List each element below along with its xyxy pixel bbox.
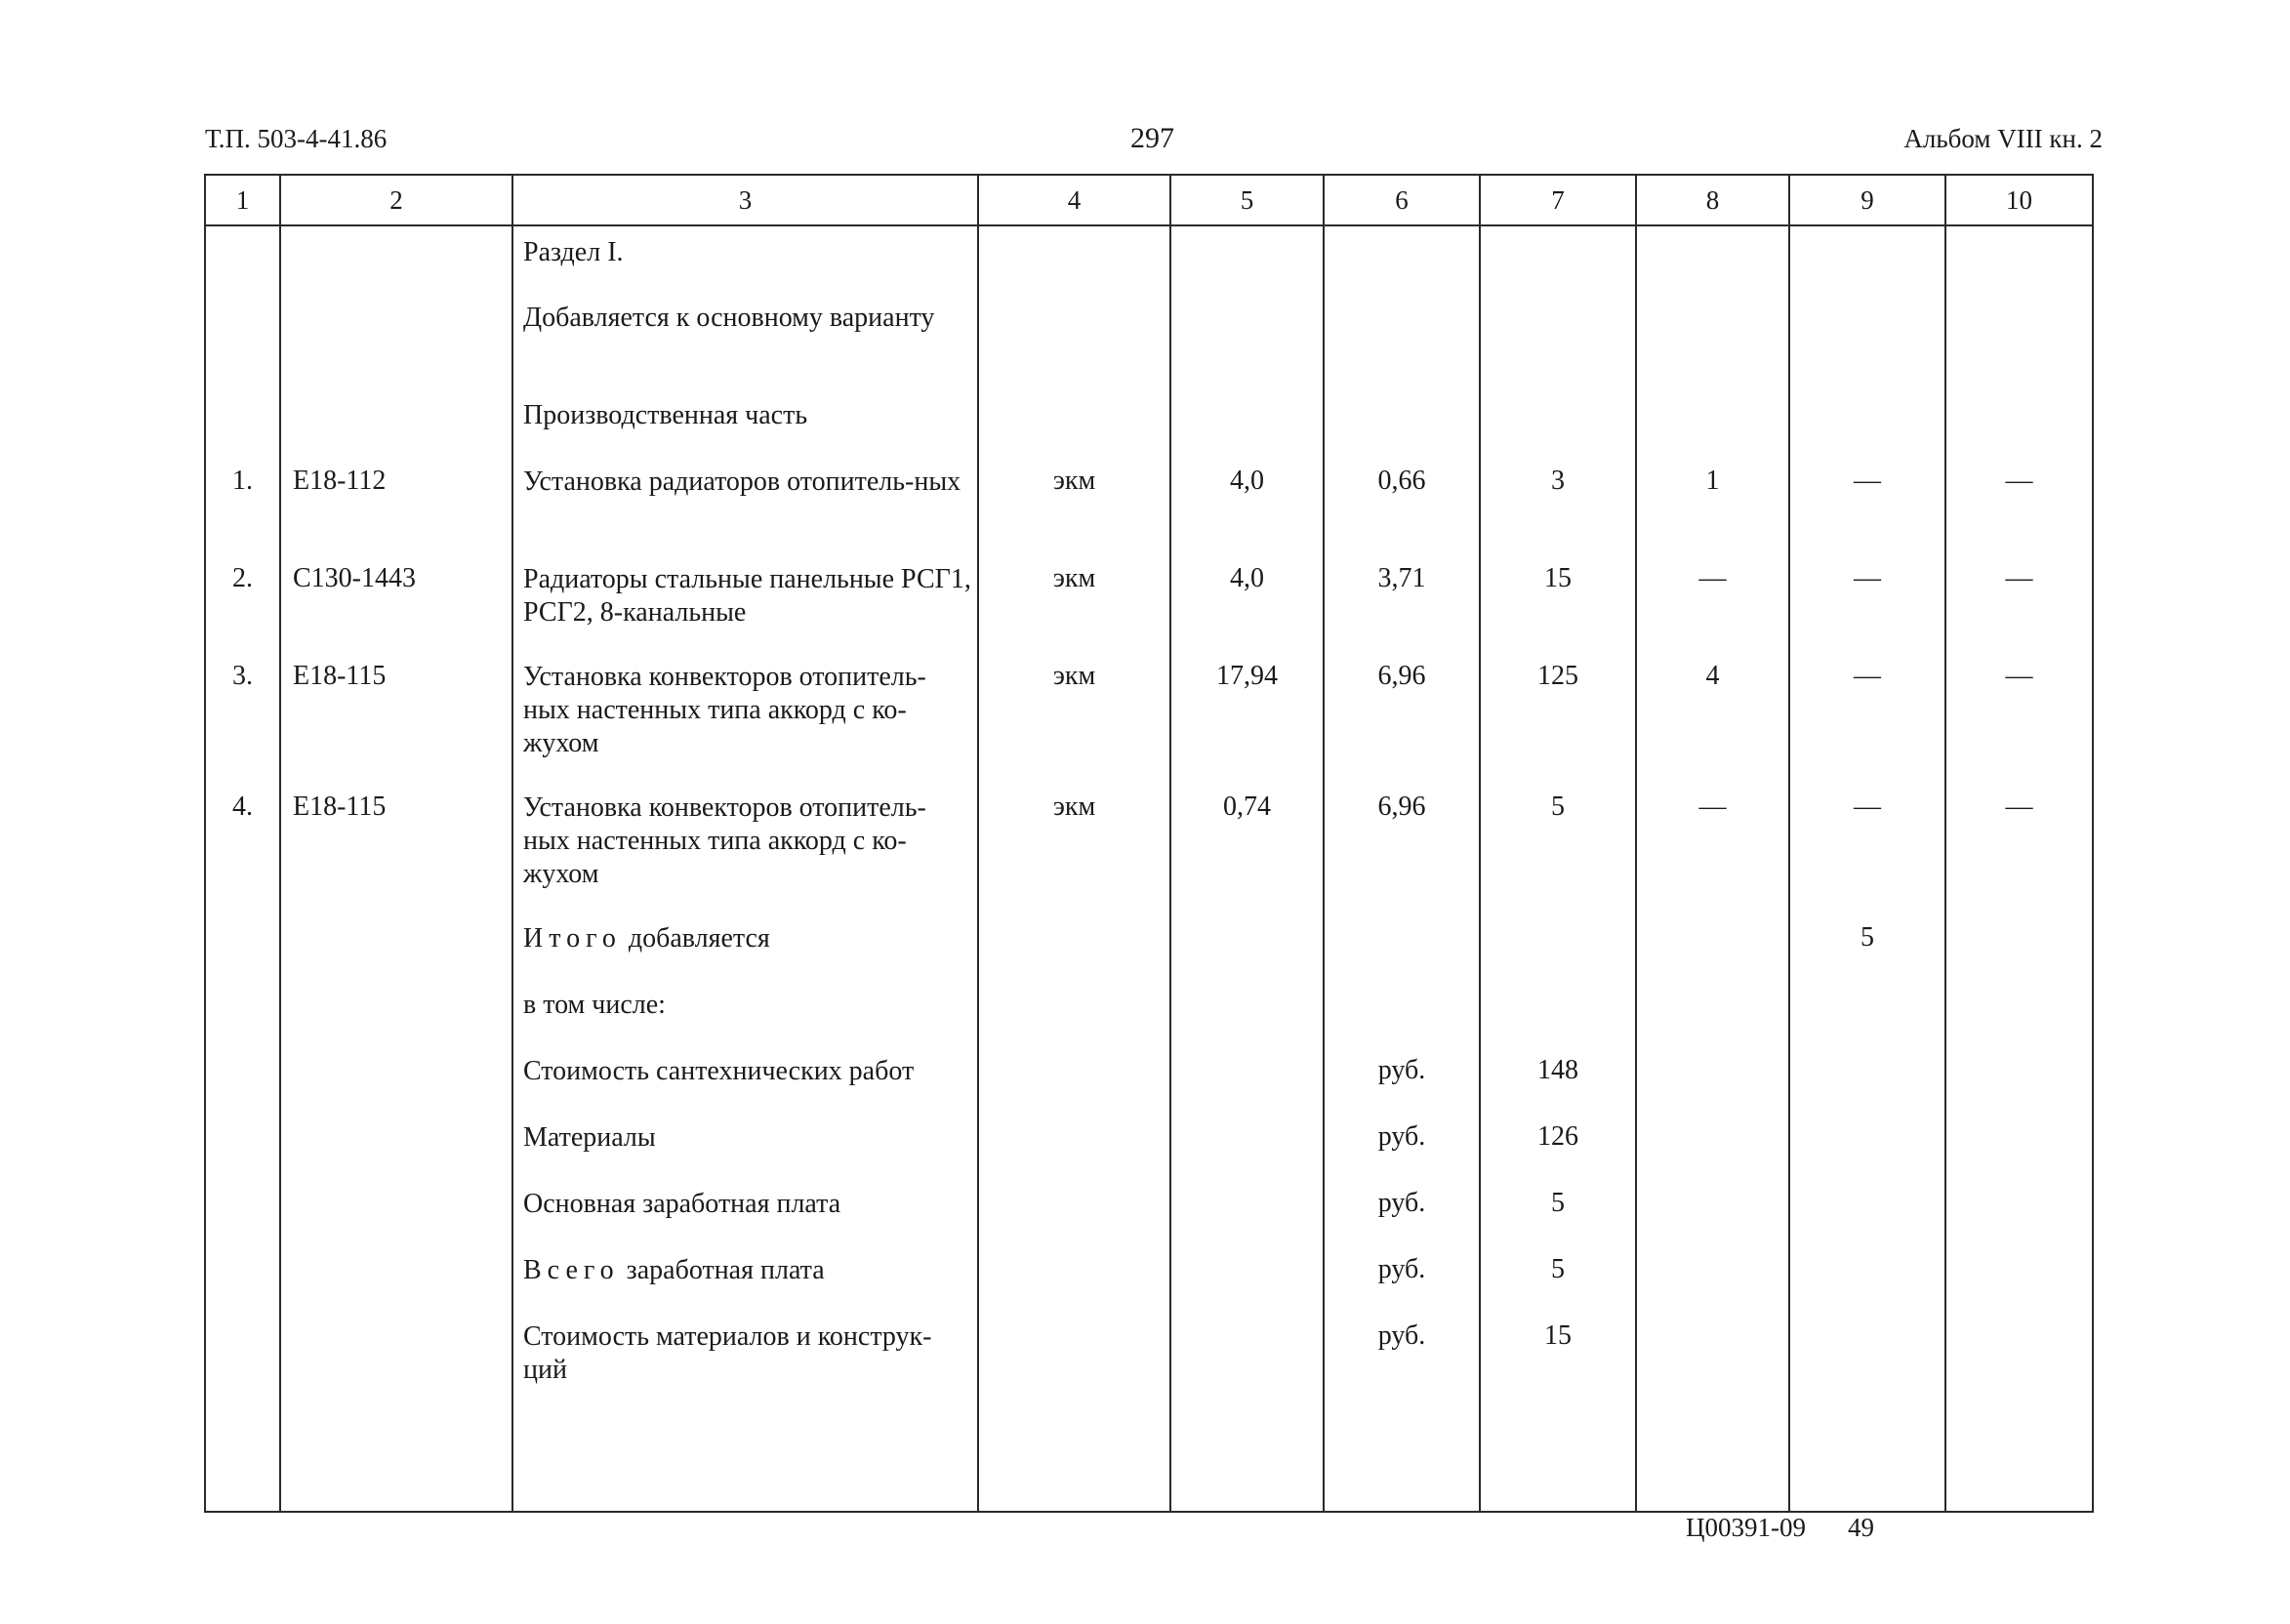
column-header: 2: [280, 175, 512, 225]
rate-code: Е18-112: [280, 456, 512, 553]
col10-cell: [1945, 1112, 2093, 1178]
column-header: 3: [512, 175, 978, 225]
quantity-cell: [1170, 1112, 1324, 1178]
col7-cell: [1480, 225, 1636, 292]
col9-cell: —: [1789, 782, 1945, 913]
col7-cell: 5: [1480, 1178, 1636, 1244]
row-number: 4.: [205, 782, 280, 913]
col10-cell: —: [1945, 553, 2093, 651]
col6-cell: [1324, 225, 1480, 292]
quantity-cell: [1170, 1178, 1324, 1244]
column-header: 6: [1324, 175, 1480, 225]
column-header: 1: [205, 175, 280, 225]
col6-cell: 0,66: [1324, 456, 1480, 553]
unit-cell: [978, 1178, 1170, 1244]
col6-cell: руб.: [1324, 1244, 1480, 1311]
table-row: [205, 979, 2093, 1045]
work-description: Добавляется к основному варианту: [512, 292, 978, 389]
col7-cell: 5: [1480, 1244, 1636, 1311]
col8-cell: [1636, 1311, 1789, 1512]
col9-cell: [1789, 1112, 1945, 1178]
col10-cell: [1945, 1178, 2093, 1244]
col7-cell: [1480, 292, 1636, 389]
col8-cell: [1636, 225, 1789, 292]
rate-code: С130-1443: [280, 553, 512, 651]
table-row: [205, 913, 2093, 979]
col10-cell: —: [1945, 651, 2093, 782]
unit-cell: экм: [978, 651, 1170, 782]
rate-code: Е18-115: [280, 782, 512, 913]
quantity-cell: [1170, 979, 1324, 1045]
rate-code: [280, 389, 512, 456]
work-description: [512, 913, 978, 979]
col6-cell: руб.: [1324, 1112, 1480, 1178]
col10-cell: [1945, 913, 2093, 979]
unit-cell: экм: [978, 456, 1170, 553]
column-header: 5: [1170, 175, 1324, 225]
unit-cell: [978, 1244, 1170, 1311]
col9-cell: —: [1789, 651, 1945, 782]
col6-cell: [1324, 292, 1480, 389]
quantity-cell: [1170, 913, 1324, 979]
col10-cell: [1945, 389, 2093, 456]
col6-cell: руб.: [1324, 1178, 1480, 1244]
spaced-heading: Всего: [523, 1255, 620, 1285]
col7-cell: 125: [1480, 651, 1636, 782]
table-row: [205, 1244, 2093, 1311]
rate-code: [280, 1178, 512, 1244]
work-description: Основная заработная плата: [512, 1178, 978, 1244]
column-header: 7: [1480, 175, 1636, 225]
col8-cell: [1636, 913, 1789, 979]
quantity-cell: [1170, 1244, 1324, 1311]
unit-cell: [978, 913, 1170, 979]
col8-cell: —: [1636, 553, 1789, 651]
row-number: [205, 1178, 280, 1244]
col8-cell: [1636, 1178, 1789, 1244]
row-number: [205, 389, 280, 456]
col10-cell: [1945, 1244, 2093, 1311]
col7-cell: [1480, 913, 1636, 979]
unit-cell: экм: [978, 782, 1170, 913]
col6-cell: [1324, 979, 1480, 1045]
work-description: [512, 1244, 978, 1311]
col9-cell: [1789, 389, 1945, 456]
row-number: [205, 1112, 280, 1178]
row-number: 1.: [205, 456, 280, 553]
col8-cell: [1636, 1045, 1789, 1112]
quantity-cell: [1170, 1311, 1324, 1512]
unit-cell: [978, 292, 1170, 389]
document-code: Т.П. 503-4-41.86: [205, 124, 388, 153]
rate-code: [280, 913, 512, 979]
column-header: 8: [1636, 175, 1789, 225]
col6-cell: руб.: [1324, 1311, 1480, 1512]
col9-cell: [1789, 225, 1945, 292]
table-row: [205, 782, 2093, 913]
work-description: Стоимость сантехнических работ: [512, 1045, 978, 1112]
quantity-cell: [1170, 225, 1324, 292]
column-number-row: [205, 175, 2093, 225]
quantity-cell: [1170, 389, 1324, 456]
sheet-number: 49: [1848, 1513, 1874, 1542]
col6-cell: 3,71: [1324, 553, 1480, 651]
work-description: в том числе:: [512, 979, 978, 1045]
col9-cell: [1789, 1178, 1945, 1244]
rate-code: [280, 1244, 512, 1311]
unit-cell: экм: [978, 553, 1170, 651]
col7-cell: 3: [1480, 456, 1636, 553]
col10-cell: [1945, 1045, 2093, 1112]
col7-cell: 15: [1480, 1311, 1636, 1512]
quantity-cell: [1170, 292, 1324, 389]
quantity-cell: 4,0: [1170, 553, 1324, 651]
quantity-cell: [1170, 1045, 1324, 1112]
table-row: [205, 456, 2093, 553]
col8-cell: 4: [1636, 651, 1789, 782]
row-number: [205, 979, 280, 1045]
rate-code: Е18-115: [280, 651, 512, 782]
table-row: [205, 1045, 2093, 1112]
table-row: [205, 651, 2093, 782]
row-number: [205, 1311, 280, 1512]
sheet-code: Ц00391-09: [1686, 1513, 1806, 1542]
col10-cell: [1945, 292, 2093, 389]
col7-cell: [1480, 979, 1636, 1045]
album-label: Альбом VIII кн. 2: [1903, 124, 2103, 153]
col9-cell: —: [1789, 553, 1945, 651]
unit-cell: [978, 1112, 1170, 1178]
quantity-cell: 0,74: [1170, 782, 1324, 913]
unit-cell: [978, 389, 1170, 456]
col6-cell: 6,96: [1324, 651, 1480, 782]
rate-code: [280, 292, 512, 389]
description-text: добавляется: [628, 923, 770, 954]
table-row: [205, 1311, 2093, 1512]
col8-cell: [1636, 1244, 1789, 1311]
col9-cell: [1789, 1311, 1945, 1512]
col9-cell: [1789, 1244, 1945, 1311]
table-row: [205, 1178, 2093, 1244]
unit-cell: [978, 1045, 1170, 1112]
col8-cell: —: [1636, 782, 1789, 913]
column-header: 9: [1789, 175, 1945, 225]
col9-cell: —: [1789, 456, 1945, 553]
col10-cell: —: [1945, 456, 2093, 553]
col6-cell: [1324, 913, 1480, 979]
col10-cell: [1945, 1311, 2093, 1512]
unit-cell: [978, 1311, 1170, 1512]
row-number: 3.: [205, 651, 280, 782]
quantity-cell: 17,94: [1170, 651, 1324, 782]
spaced-heading: Итого: [523, 923, 622, 954]
rate-code: [280, 1045, 512, 1112]
col6-cell: 6,96: [1324, 782, 1480, 913]
table-row: [205, 389, 2093, 456]
col8-cell: [1636, 389, 1789, 456]
rate-code: [280, 979, 512, 1045]
row-number: [205, 1244, 280, 1311]
col7-cell: 126: [1480, 1112, 1636, 1178]
col8-cell: [1636, 292, 1789, 389]
row-number: [205, 225, 280, 292]
work-description: Установка радиаторов отопитель-ных: [512, 456, 978, 553]
work-description: Радиаторы стальные панельные РСГ1, РСГ2, 8-канальные: [512, 553, 978, 651]
row-number: [205, 292, 280, 389]
unit-cell: [978, 225, 1170, 292]
col7-cell: 148: [1480, 1045, 1636, 1112]
col9-cell: [1789, 1045, 1945, 1112]
col8-cell: [1636, 979, 1789, 1045]
col8-cell: [1636, 1112, 1789, 1178]
col7-cell: [1480, 389, 1636, 456]
row-number: 2.: [205, 553, 280, 651]
col7-cell: 5: [1480, 782, 1636, 913]
work-description: Установка конвекторов отопитель-ных настенных типа аккорд с ко-жухом: [512, 782, 978, 913]
col7-cell: 15: [1480, 553, 1636, 651]
table-row: [205, 225, 2093, 292]
description-text: заработная плата: [626, 1255, 825, 1285]
work-description: Стоимость материалов и конструк-ций: [512, 1311, 978, 1512]
col9-cell: [1789, 292, 1945, 389]
unit-cell: [978, 979, 1170, 1045]
rate-code: [280, 1112, 512, 1178]
table-row: [205, 553, 2093, 651]
table-row: [205, 1112, 2093, 1178]
work-description: Установка конвекторов отопитель-ных настенных типа аккорд с ко-жухом: [512, 651, 978, 782]
col10-cell: —: [1945, 782, 2093, 913]
col9-cell: [1789, 979, 1945, 1045]
col10-cell: [1945, 979, 2093, 1045]
col6-cell: руб.: [1324, 1045, 1480, 1112]
column-header: 10: [1945, 175, 2093, 225]
table-row: [205, 292, 2093, 389]
col6-cell: [1324, 389, 1480, 456]
row-number: [205, 1045, 280, 1112]
column-header: 4: [978, 175, 1170, 225]
col8-cell: 1: [1636, 456, 1789, 553]
work-description: Производственная часть: [512, 389, 978, 456]
row-number: [205, 913, 280, 979]
rate-code: [280, 225, 512, 292]
rate-code: [280, 1311, 512, 1512]
col9-cell: 5: [1789, 913, 1945, 979]
quantity-cell: 4,0: [1170, 456, 1324, 553]
page-number: 297: [1130, 122, 1174, 154]
col10-cell: [1945, 225, 2093, 292]
work-description: Раздел I.: [512, 225, 978, 292]
work-description: Материалы: [512, 1112, 978, 1178]
estimate-table: [204, 174, 2094, 1513]
